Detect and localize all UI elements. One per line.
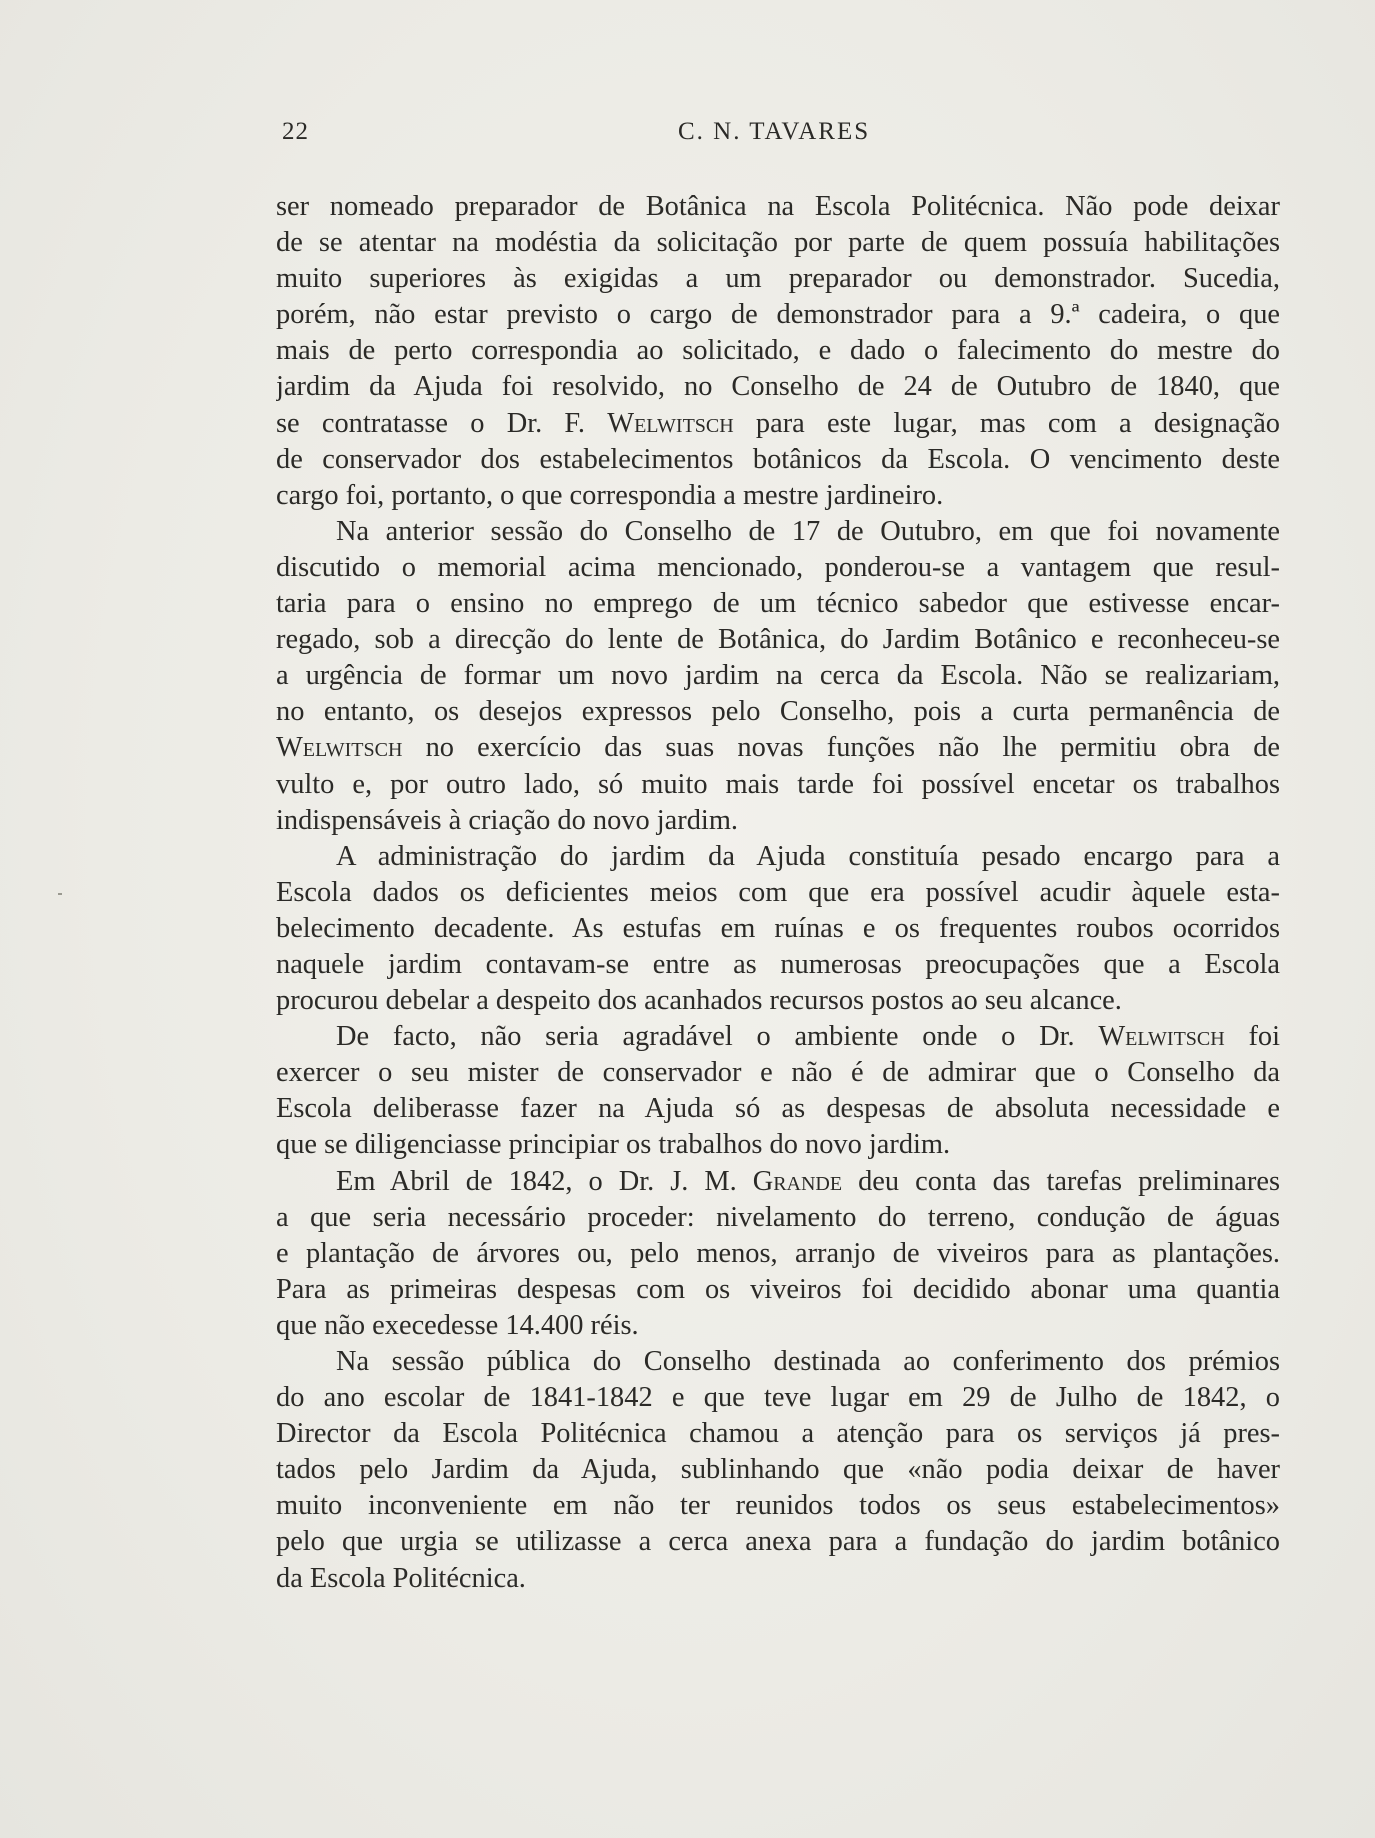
text-line: naquele jardim contavam-se entre as numerosas preocupações que a Escola: [276, 948, 1280, 980]
text-line: de se atentar na modéstia da solicitação por parte de quem possuía habilitações: [276, 227, 1280, 259]
text-line: a que seria necessário proceder: nivelamento do terreno, condução de águas: [276, 1201, 1280, 1233]
text-line: A administração do jardim da Ajuda constituía pesado encargo para a: [336, 840, 1280, 872]
page-number: 22: [282, 118, 309, 145]
text-line: cargo foi, portanto, o que correspondia a mestre jardineiro.: [276, 479, 944, 511]
text-line: regado, sob a direcção do lente de Botânica, do Jardim Botânico e reconheceu-se: [276, 624, 1280, 656]
body-text: [276, 189, 1280, 1597]
text-line: belecimento decadente. As estufas em ruínas e os frequentes roubos ocorridos: [276, 912, 1280, 944]
text-line: muito superiores às exigidas a um preparador ou demonstrador. Sucedia,: [276, 263, 1280, 295]
text-line: procurou debelar a despeito dos acanhados recursos postos ao seu alcance.: [276, 985, 1122, 1017]
text-line: Em Abril de 1842, o Dr. J. M. Grande deu conta das tarefas preliminares: [336, 1165, 1280, 1197]
page-header: [282, 118, 1282, 154]
text-line: vulto e, por outro lado, só muito mais tarde foi possível encetar os trabalhos: [276, 768, 1280, 800]
text-line: se contratasse o Dr. F. Welwitsch para este lugar, mas com a designação: [276, 407, 1280, 439]
text-line: que não execedesse 14.400 réis.: [276, 1309, 639, 1341]
text-line: De facto, não seria agradável o ambiente onde o Dr. Welwitsch foi: [336, 1021, 1280, 1053]
text-line: da Escola Politécnica.: [276, 1562, 526, 1594]
text-line: de conservador dos estabelecimentos botânicos da Escola. O vencimento deste: [276, 443, 1280, 475]
text-line: mais de perto correspondia ao solicitado, e dado o falecimento do mestre do: [276, 335, 1280, 367]
text-line: taria para o ensino no emprego de um técnico sabedor que estivesse encar-: [276, 588, 1280, 620]
paragraph: [276, 189, 1280, 514]
running-head: C. N. TAVARES: [678, 118, 871, 145]
text-line: porém, não estar previsto o cargo de demonstrador para a 9.ª cadeira, o que: [276, 299, 1280, 331]
paragraph: [276, 839, 1280, 1019]
text-line: que se diligenciasse principiar os trabalhos do novo jardim.: [276, 1129, 951, 1161]
text-line: no entanto, os desejos expressos pelo Conselho, pois a curta permanência de: [276, 696, 1280, 728]
text-line: Para as primeiras despesas com os viveiros foi decidido abonar uma quantia: [276, 1273, 1280, 1305]
text-line: Escola dados os deficientes meios com que era possível acudir àquele esta-: [276, 876, 1280, 908]
text-line: a urgência de formar um novo jardim na cerca da Escola. Não se realizariam,: [276, 660, 1280, 692]
text-line: tados pelo Jardim da Ajuda, sublinhando que «não podia deixar de haver: [276, 1454, 1280, 1486]
paragraph: [276, 1019, 1280, 1163]
text-line: jardim da Ajuda foi resolvido, no Conselho de 24 de Outubro de 1840, que: [276, 371, 1280, 403]
text-line: discutido o memorial acima mencionado, ponderou-se a vantagem que resul-: [276, 551, 1280, 583]
text-line: Director da Escola Politécnica chamou a atenção para os serviços já pres-: [276, 1418, 1280, 1450]
text-line: muito inconveniente em não ter reunidos todos os seus estabelecimentos»: [276, 1490, 1280, 1522]
text-line: do ano escolar de 1841-1842 e que teve lugar em 29 de Julho de 1842, o: [276, 1382, 1280, 1414]
text-line: e plantação de árvores ou, pelo menos, arranjo de viveiros para as plantações.: [276, 1237, 1280, 1269]
paragraph: [276, 1344, 1280, 1597]
text-line: indispensáveis à criação do novo jardim.: [276, 804, 738, 836]
scan-mark: [58, 893, 62, 895]
text-line: Na sessão pública do Conselho destinada ao conferimento dos prémios: [336, 1346, 1280, 1377]
paragraph: [276, 514, 1280, 839]
paragraph: [276, 1164, 1280, 1344]
text-line: Na anterior sessão do Conselho de 17 de Outubro, em que foi novamente: [336, 515, 1280, 547]
text-line: Welwitsch no exercício das suas novas funções não lhe permitiu obra de: [276, 732, 1280, 764]
text-line: exercer o seu mister de conservador e não é de admirar que o Conselho da: [276, 1057, 1280, 1089]
text-line: ser nomeado preparador de Botânica na Escola Politécnica. Não pode deixar: [276, 191, 1280, 222]
text-line: Escola deliberasse fazer na Ajuda só as despesas de absoluta necessidade e: [276, 1093, 1280, 1125]
text-line: pelo que urgia se utilizasse a cerca anexa para a fundação do jardim botânico: [276, 1526, 1280, 1558]
